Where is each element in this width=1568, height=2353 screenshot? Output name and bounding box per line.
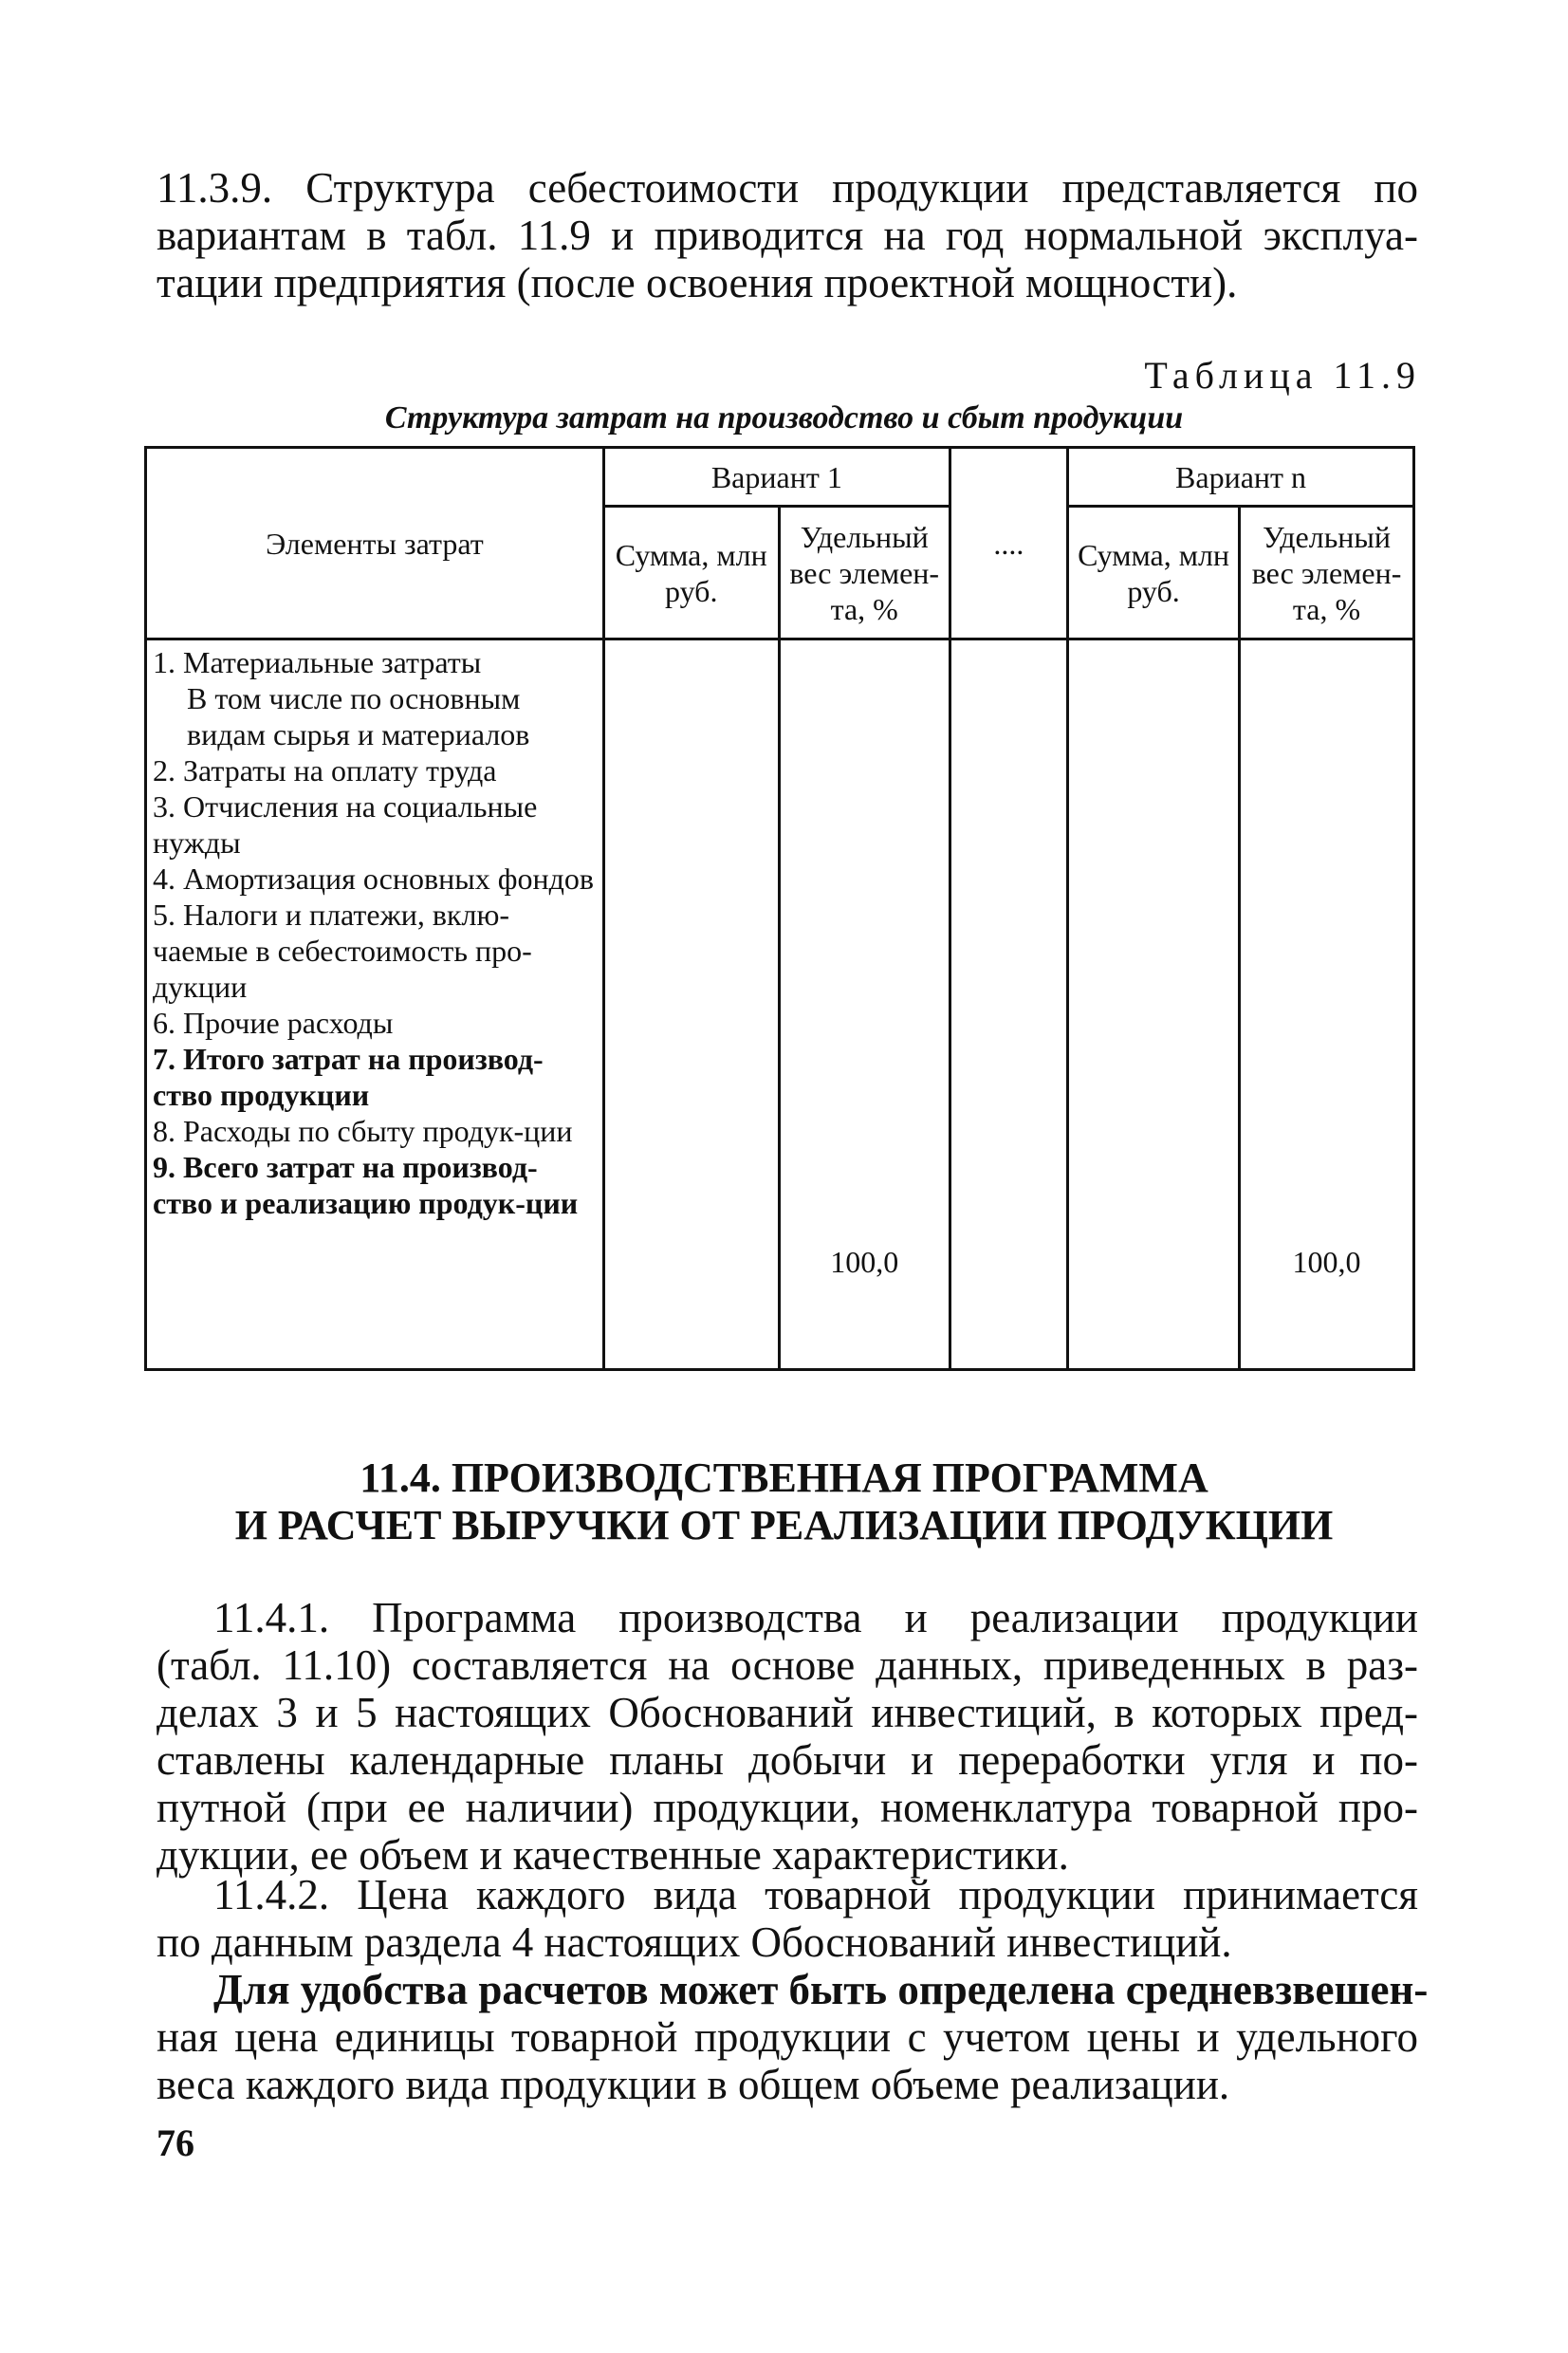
cost-item: 4. Амортизация основных фондов — [153, 862, 594, 896]
text-line: вариантам в табл. 11.9 и приводится на год нормальной эксплуа- — [157, 212, 1418, 259]
table-title: Структура затрат на производство и сбыт продукции — [384, 400, 1184, 435]
header-sum-vn: Сумма, млн руб. — [1068, 507, 1240, 639]
table-caption: Таблица 11.9 — [1144, 354, 1421, 397]
paragraph-11-4-2 — [157, 1871, 1418, 1966]
cost-item: 3. Отчисления на социальные нужды — [153, 789, 538, 860]
cost-item: В том числе по основным видам сырья и материалов — [187, 681, 530, 751]
dots-cell — [950, 639, 1067, 1370]
cost-item: 2. Затраты на оплату труда — [153, 753, 497, 787]
text-line: 11.3.9. Структура себестоимости продукции представляется по — [157, 164, 1418, 212]
sum-v1-cell — [603, 639, 779, 1370]
paragraph-weighted-price — [157, 1966, 1429, 2108]
cost-item: 6. Прочие расходы — [153, 1006, 394, 1040]
text-line: тации предприятия (после освоения проектной мощности). — [157, 259, 1238, 306]
text-line: дукции, ее объем и качественные характеристики. — [157, 1831, 1069, 1879]
cost-structure-table — [144, 446, 1415, 1371]
page-number: 76 — [157, 2121, 194, 2164]
paragraph-11-4-1 — [157, 1594, 1418, 1879]
text-line: ная цена единицы товарной продукции с учетом цены и удельного — [157, 2013, 1418, 2061]
cost-item: 9. Всего затрат на производ-ство и реализацию продук-ции — [153, 1150, 579, 1220]
section-title-line-1: 11.4. ПРОИЗВОДСТВЕННАЯ ПРОГРАММА — [360, 1454, 1208, 1501]
header-elements: Элементы затрат — [146, 448, 604, 639]
text-line: делах 3 и 5 настоящих Обоснований инвестиций, в которых пред- — [157, 1689, 1418, 1736]
text-line: путной (при ее наличии) продукции, номенклатура товарной про- — [157, 1784, 1418, 1831]
text-line: ставлены календарные планы добычи и переработки угля и по- — [157, 1736, 1418, 1784]
weight-vn-cell — [1240, 639, 1414, 1370]
total-weight-vn: 100,0 — [1292, 1245, 1361, 1279]
header-variant-n: Вариант n — [1068, 448, 1414, 507]
text-line: веса каждого вида продукции в общем объеме реализации. — [157, 2061, 1230, 2108]
header-weight-v1: Удельный вес элемен-та, % — [779, 507, 950, 639]
cost-item: 8. Расходы по сбыту продук-ции — [153, 1114, 573, 1148]
text-line: по данным раздела 4 настоящих Обоснований инвестиций. — [157, 1918, 1232, 1966]
sum-vn-cell — [1068, 639, 1240, 1370]
cost-items-cell — [146, 639, 604, 1370]
text-line: Для удобства расчетов может быть определена средневзвешен- — [213, 1966, 1429, 2013]
text-line: 11.4.1. Программа производства и реализации продукции — [213, 1594, 1418, 1641]
weight-v1-cell — [779, 639, 950, 1370]
header-sum-v1: Сумма, млн руб. — [603, 507, 779, 639]
intro-paragraph — [157, 164, 1418, 306]
text-line: 11.4.2. Цена каждого вида товарной продукции принимается — [213, 1871, 1418, 1918]
cost-item: 1. Материальные затраты — [153, 645, 482, 679]
text-line: (табл. 11.10) составляется на основе данных, приведенных в раз- — [157, 1641, 1418, 1689]
section-title-line-2: И РАСЧЕТ ВЫРУЧКИ ОТ РЕАЛИЗАЦИИ ПРОДУКЦИИ — [234, 1502, 1334, 1548]
total-weight-v1: 100,0 — [830, 1245, 899, 1279]
header-dots: .... — [950, 448, 1067, 639]
cost-item: 7. Итого затрат на производ-ство продукции — [153, 1042, 544, 1112]
header-weight-vn: Удельный вес элемен-та, % — [1240, 507, 1414, 639]
header-variant-1: Вариант 1 — [603, 448, 950, 507]
cost-item: 5. Налоги и платежи, вклю-чаемые в себестоимость про-дукции — [153, 898, 532, 1004]
